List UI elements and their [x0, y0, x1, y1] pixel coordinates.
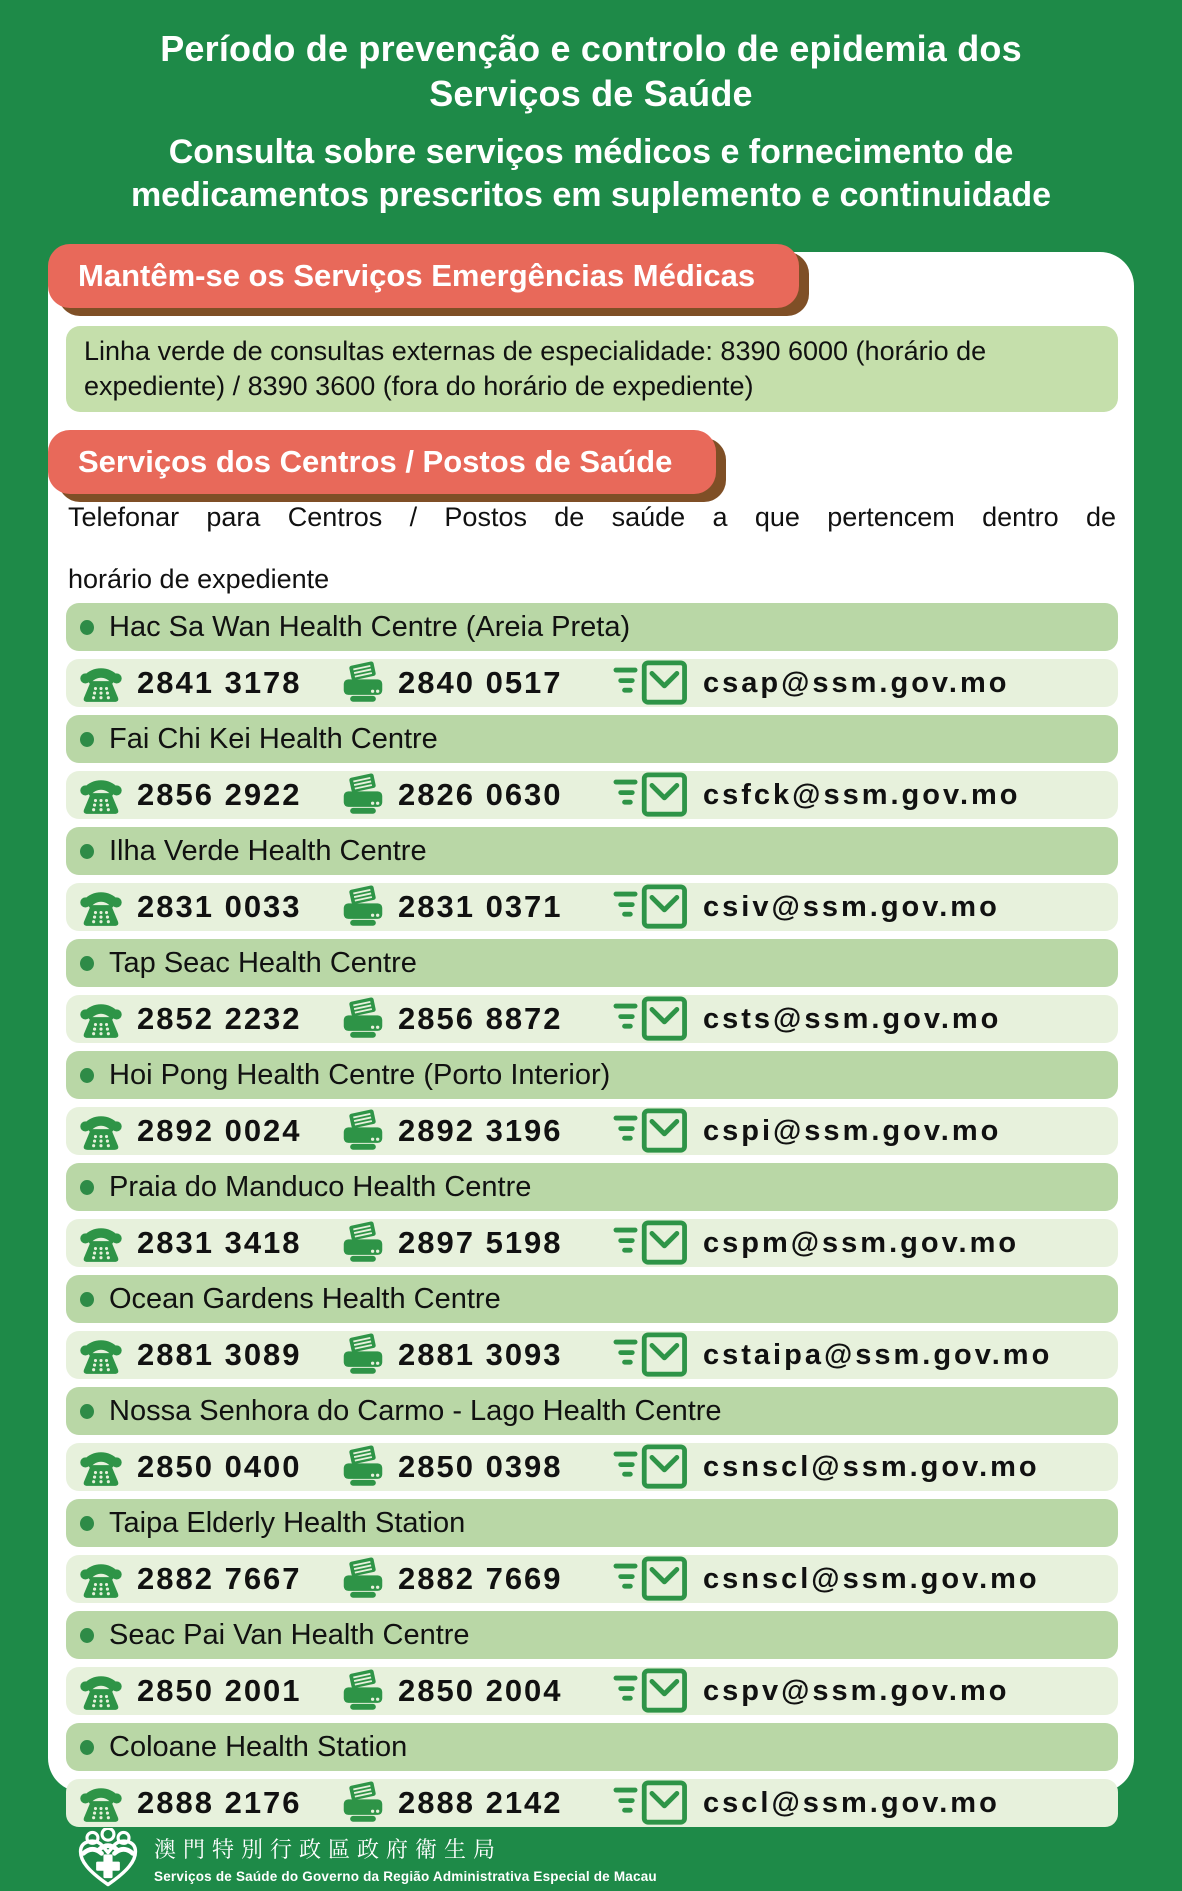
page-subtitle — [0, 131, 1182, 217]
page-subtitle-line1: Consulta sobre serviços médicos e fornecimento de — [168, 133, 1014, 171]
phone-number: 2841 3178 — [137, 665, 302, 700]
envelope-send-icon — [612, 659, 688, 707]
envelope-send-icon — [612, 1555, 688, 1603]
org-name-portuguese: Serviços de Saúde do Governo da Região Administrativa Especial de Macau — [154, 1869, 657, 1884]
envelope-send-icon — [612, 883, 688, 931]
bullet-dot-icon — [80, 1404, 94, 1419]
hotline-info-box: Linha verde de consultas externas de especialidade: 8390 6000 (horário de expediente) / 8390 3600 (fora do horário de expediente) — [66, 326, 1118, 412]
centre-contact-row — [66, 1443, 1118, 1491]
centre-name: Ilha Verde Health Centre — [109, 834, 427, 867]
health-centres-badge: Serviços dos Centros / Postos de Saúde — [48, 430, 716, 494]
fax-icon — [341, 1333, 385, 1377]
bullet-dot-icon — [80, 844, 94, 859]
telephone-icon — [78, 663, 124, 703]
centre-name: Hoi Pong Health Centre (Porto Interior) — [109, 1058, 611, 1091]
envelope-send-icon — [612, 995, 688, 1043]
fax-icon — [341, 1781, 385, 1825]
centre-contact-row — [66, 995, 1118, 1043]
footer — [76, 1828, 657, 1888]
envelope-send-icon — [612, 1107, 688, 1155]
fax-number: 2881 3093 — [398, 1337, 563, 1372]
centre-name: Praia do Manduco Health Centre — [109, 1170, 532, 1203]
page-title-line2: Serviços de Saúde — [429, 73, 753, 114]
centre-contact-row — [66, 1219, 1118, 1267]
centres-list — [66, 603, 1118, 1827]
centre-name: Hac Sa Wan Health Centre (Areia Preta) — [109, 610, 631, 643]
page-title-line1: Período de prevenção e controlo de epidemia dos — [160, 28, 1022, 69]
emergency-badge-row — [66, 252, 1118, 316]
fax-icon — [341, 1669, 385, 1713]
fax-number: 2840 0517 — [398, 665, 563, 700]
email-address: csts@ssm.gov.mo — [703, 1002, 1002, 1035]
fax-icon — [341, 1109, 385, 1153]
bullet-dot-icon — [80, 732, 94, 747]
phone-number: 2852 2232 — [137, 1001, 302, 1036]
bullet-dot-icon — [80, 620, 94, 635]
bullet-dot-icon — [80, 1068, 94, 1083]
fax-number: 2850 0398 — [398, 1449, 563, 1484]
bullet-dot-icon — [80, 1180, 94, 1195]
emergency-services-badge: Mantêm-se os Serviços Emergências Médicas — [48, 244, 799, 308]
bullet-dot-icon — [80, 1628, 94, 1643]
email-address: csap@ssm.gov.mo — [703, 666, 1010, 699]
page-title — [0, 26, 1182, 116]
fax-number: 2831 0371 — [398, 889, 563, 924]
phone-number: 2831 0033 — [137, 889, 302, 924]
centre-name: Ocean Gardens Health Centre — [109, 1282, 501, 1315]
centre-name: Taipa Elderly Health Station — [109, 1506, 466, 1539]
phone-number: 2850 2001 — [137, 1673, 302, 1708]
fax-icon — [341, 773, 385, 817]
centre-name: Tap Seac Health Centre — [109, 946, 417, 979]
telephone-icon — [78, 1335, 124, 1375]
centres-note-line2: horário de expediente — [68, 564, 330, 594]
telephone-icon — [78, 887, 124, 927]
phone-number: 2892 0024 — [137, 1113, 302, 1148]
fax-number: 2826 0630 — [398, 777, 563, 812]
phone-number: 2888 2176 — [137, 1785, 302, 1820]
email-address: cstaipa@ssm.gov.mo — [703, 1338, 1053, 1371]
email-address: csnscl@ssm.gov.mo — [703, 1450, 1040, 1483]
centre-name: Nossa Senhora do Carmo - Lago Health Centre — [109, 1394, 722, 1427]
fax-number: 2856 8872 — [398, 1001, 563, 1036]
centres-note-line1: Telefonar para Centros / Postos de saúde a que pertencem dentro de — [68, 502, 1116, 532]
centre-name-row — [66, 1611, 1118, 1659]
email-address: cspm@ssm.gov.mo — [703, 1226, 1020, 1259]
phone-number: 2831 3418 — [137, 1225, 302, 1260]
phone-number: 2856 2922 — [137, 777, 302, 812]
centre-contact-row — [66, 771, 1118, 819]
centre-name-row — [66, 1275, 1118, 1323]
fax-number: 2882 7669 — [398, 1561, 563, 1596]
page-header — [0, 0, 1182, 217]
centre-name-row — [66, 1163, 1118, 1211]
org-name-chinese: 澳門特別行政區政府衛生局 — [154, 1837, 503, 1862]
fax-icon — [341, 661, 385, 705]
telephone-icon — [78, 1671, 124, 1711]
telephone-icon — [78, 1447, 124, 1487]
telephone-icon — [78, 999, 124, 1039]
telephone-icon — [78, 1223, 124, 1263]
ssm-heart-cross-logo-icon — [76, 1828, 140, 1888]
centre-contact-row — [66, 659, 1118, 707]
centre-contact-row — [66, 1779, 1118, 1827]
phone-number: 2881 3089 — [137, 1337, 302, 1372]
centre-contact-row — [66, 1331, 1118, 1379]
envelope-send-icon — [612, 1779, 688, 1827]
centre-name-row — [66, 939, 1118, 987]
phone-number: 2850 0400 — [137, 1449, 302, 1484]
email-address: cscl@ssm.gov.mo — [703, 1786, 1000, 1819]
envelope-send-icon — [612, 1219, 688, 1267]
fax-number: 2897 5198 — [398, 1225, 563, 1260]
envelope-send-icon — [612, 771, 688, 819]
bullet-dot-icon — [80, 1516, 94, 1531]
centres-badge-row — [66, 430, 1118, 494]
fax-icon — [341, 885, 385, 929]
email-address: csfck@ssm.gov.mo — [703, 778, 1021, 811]
fax-number: 2850 2004 — [398, 1673, 563, 1708]
email-address: cspi@ssm.gov.mo — [703, 1114, 1002, 1147]
centre-name: Coloane Health Station — [109, 1730, 408, 1763]
page-subtitle-line2: medicamentos prescritos em suplemento e continuidade — [130, 176, 1052, 214]
telephone-icon — [78, 1111, 124, 1151]
centre-contact-row — [66, 1667, 1118, 1715]
telephone-icon — [78, 775, 124, 815]
fax-number: 2888 2142 — [398, 1785, 563, 1820]
content-panel — [48, 252, 1134, 1820]
centre-name-row — [66, 603, 1118, 651]
centre-name-row — [66, 715, 1118, 763]
email-address: csiv@ssm.gov.mo — [703, 890, 1000, 923]
fax-icon — [341, 997, 385, 1041]
fax-icon — [341, 1221, 385, 1265]
footer-org-names — [154, 1837, 657, 1884]
email-address: cspv@ssm.gov.mo — [703, 1674, 1010, 1707]
fax-icon — [341, 1557, 385, 1601]
telephone-icon — [78, 1559, 124, 1599]
bullet-dot-icon — [80, 1292, 94, 1307]
phone-number: 2882 7667 — [137, 1561, 302, 1596]
fax-icon — [341, 1445, 385, 1489]
centres-note — [66, 502, 1118, 595]
centre-contact-row — [66, 1107, 1118, 1155]
centre-name: Seac Pai Van Health Centre — [109, 1618, 470, 1651]
centre-name-row — [66, 1051, 1118, 1099]
envelope-send-icon — [612, 1331, 688, 1379]
centre-name-row — [66, 1499, 1118, 1547]
telephone-icon — [78, 1783, 124, 1823]
centre-name: Fai Chi Kei Health Centre — [109, 722, 438, 755]
bullet-dot-icon — [80, 1740, 94, 1755]
bullet-dot-icon — [80, 956, 94, 971]
centre-name-row — [66, 827, 1118, 875]
envelope-send-icon — [612, 1667, 688, 1715]
envelope-send-icon — [612, 1443, 688, 1491]
email-address: csnscl@ssm.gov.mo — [703, 1562, 1040, 1595]
centre-name-row — [66, 1723, 1118, 1771]
centre-contact-row — [66, 1555, 1118, 1603]
centre-contact-row — [66, 883, 1118, 931]
fax-number: 2892 3196 — [398, 1113, 563, 1148]
centre-name-row — [66, 1387, 1118, 1435]
